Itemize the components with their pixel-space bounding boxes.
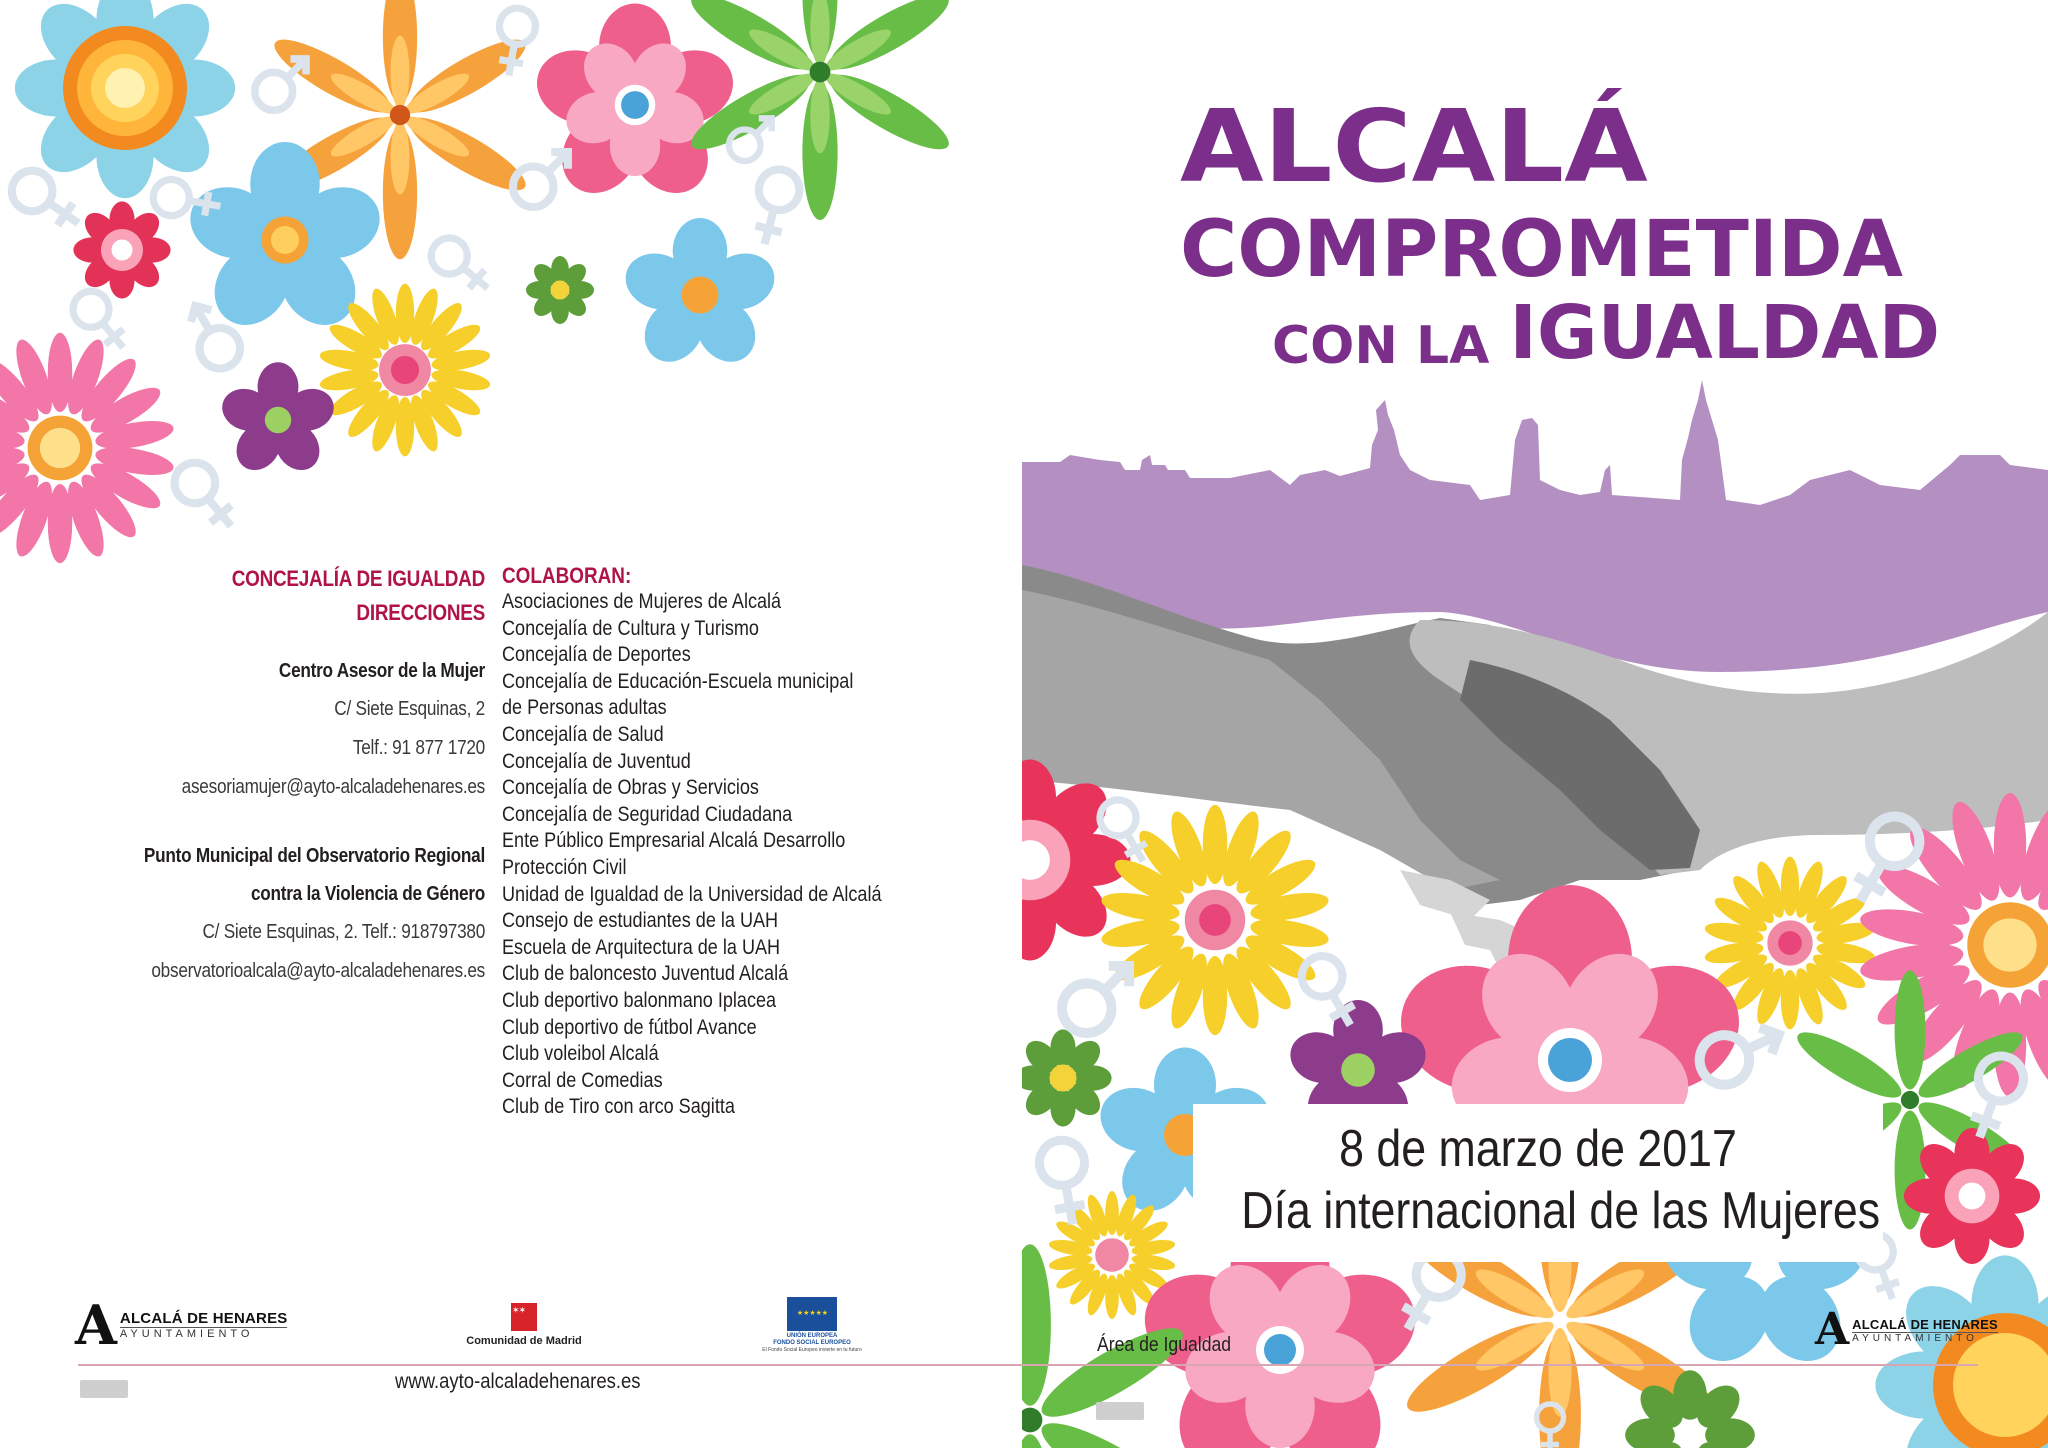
- list-item: Asociaciones de Mujeres de Alcalá: [502, 590, 782, 613]
- list-item: Protección Civil: [502, 855, 627, 879]
- logo-alcala-line2: AYUNTAMIENTO: [120, 1327, 288, 1340]
- list-item: Concejalía de Seguridad Ciudadana: [502, 802, 793, 826]
- event-name: Día internacional de las Mujeres: [1241, 1182, 1881, 1240]
- title-alcala: ALCALÁ: [1180, 88, 1648, 205]
- centro-asesor-address: C/ Siete Esquinas, 2: [334, 698, 485, 720]
- list-item: Corral de Comedias: [502, 1068, 663, 1092]
- logo-a-glyph: A: [1815, 1304, 1850, 1355]
- punto-municipal-name-1: Punto Municipal del Observatorio Regional: [143, 845, 485, 867]
- footer-website-link[interactable]: www.ayto-alcaladehenares.es: [395, 1370, 641, 1393]
- flower-icon: [217, 362, 339, 478]
- logo-eu-line3: El Fondo Social Europeo invierte en tu futuro: [762, 1347, 862, 1353]
- list-item: Concejalía de Obras y Servicios: [502, 776, 759, 800]
- area-igualdad-label: Área de Igualdad: [1097, 1334, 1232, 1356]
- title-comprometida: COMPROMETIDA: [1180, 205, 1903, 295]
- list-item: Club de Tiro con arco Sagitta: [502, 1095, 735, 1119]
- punto-municipal-name-2: contra la Violencia de Género: [250, 883, 485, 905]
- concejalia-heading: CONCEJALÍA DE IGUALDAD: [231, 566, 485, 591]
- logo-a-glyph: A: [75, 1293, 117, 1357]
- flower-icon: [1904, 1128, 2040, 1264]
- eu-flag-icon: ★ ★ ★ ★ ★: [787, 1297, 837, 1331]
- logo-alcala-line2: AYUNTAMIENTO: [1852, 1332, 1998, 1344]
- colaboran-list: [502, 589, 942, 1121]
- flower-icon: [1858, 793, 2048, 1097]
- madrid-flag-icon: [511, 1303, 537, 1331]
- logo-alcala-line1: ALCALÁ DE HENARES: [1852, 1316, 1998, 1332]
- flower-icon: [73, 201, 170, 298]
- list-item: Escuela de Arquitectura de la UAH: [502, 935, 781, 959]
- flower-icon: [1014, 1029, 1111, 1126]
- footer-divider: [78, 1364, 1978, 1366]
- list-item: Concejalía de Juventud: [502, 749, 691, 773]
- centro-asesor-email[interactable]: asesoriamujer@ayto-alcaladehenares.es: [181, 776, 485, 798]
- event-date: 8 de marzo de 2017: [1339, 1120, 1737, 1178]
- title-row-3: [1272, 290, 1940, 376]
- list-item: Consejo de estudiantes de la UAH: [502, 909, 779, 933]
- title-igualdad: IGUALDAD: [1509, 290, 1941, 376]
- poster-title: [1180, 88, 1941, 376]
- logo-alcala-de-henares: [75, 1293, 288, 1357]
- list-item: Club de baloncesto Juventud Alcalá: [502, 962, 789, 986]
- list-item: Club deportivo de fútbol Avance: [502, 1015, 757, 1039]
- colaboran-heading: COLABORAN:: [502, 563, 632, 588]
- flower-icon: [527, 3, 742, 208]
- flower-icon: [618, 218, 781, 373]
- logo-alcala-line1: ALCALÁ DE HENARES: [119, 1310, 288, 1327]
- punto-municipal-email[interactable]: observatorioalcala@ayto-alcaladehenares.es: [151, 960, 485, 982]
- logo-comunidad-de-madrid: [454, 1303, 594, 1347]
- direcciones-heading: DIRECCIONES: [356, 600, 485, 625]
- list-item: Concejalía de Salud: [502, 722, 664, 746]
- comunicacion-badge: [80, 1380, 128, 1398]
- list-item: Concejalía de Cultura y Turismo: [502, 616, 759, 640]
- flower-icon: [15, 0, 235, 198]
- list-item: Club voleibol Alcalá: [502, 1042, 659, 1066]
- title-con-la: CON LA: [1272, 316, 1490, 376]
- list-item: Concejalía de Educación-Escuela municipal: [502, 669, 854, 693]
- logo-union-europea: [762, 1297, 862, 1353]
- list-item: Ente Público Empresarial Alcalá Desarrollo: [502, 829, 846, 853]
- list-item: Club deportivo balonmano Iplacea: [502, 988, 777, 1012]
- centro-asesor-name: Centro Asesor de la Mujer: [278, 660, 485, 682]
- colaboran-block: [502, 562, 942, 1121]
- logo-alcala-de-henares: [1815, 1304, 1998, 1355]
- flower-icon: [683, 0, 957, 220]
- list-item: Unidad de Igualdad de la Universidad de Alcalá: [502, 882, 882, 906]
- flower-icon: [930, 760, 1131, 961]
- flower-icon: [0, 333, 176, 563]
- logo-eu-line2: FONDO SOCIAL EUROPEO: [773, 1340, 851, 1346]
- punto-municipal-address: C/ Siete Esquinas, 2. Telf.: 918797380: [202, 921, 485, 943]
- list-item: de Personas adultas: [502, 696, 667, 720]
- logo-eu-line1: UNIÓN EUROPEA: [786, 1333, 838, 1339]
- directorio-block: [60, 562, 485, 991]
- comunicacion-badge: [1096, 1402, 1144, 1420]
- event-date-box: [1193, 1104, 1883, 1262]
- flower-icon: [526, 256, 594, 324]
- centro-asesor-phone: Telf.: 91 877 1720: [352, 737, 485, 759]
- logo-cm-text: Comunidad de Madrid: [466, 1335, 582, 1347]
- list-item: Concejalía de Deportes: [502, 643, 691, 667]
